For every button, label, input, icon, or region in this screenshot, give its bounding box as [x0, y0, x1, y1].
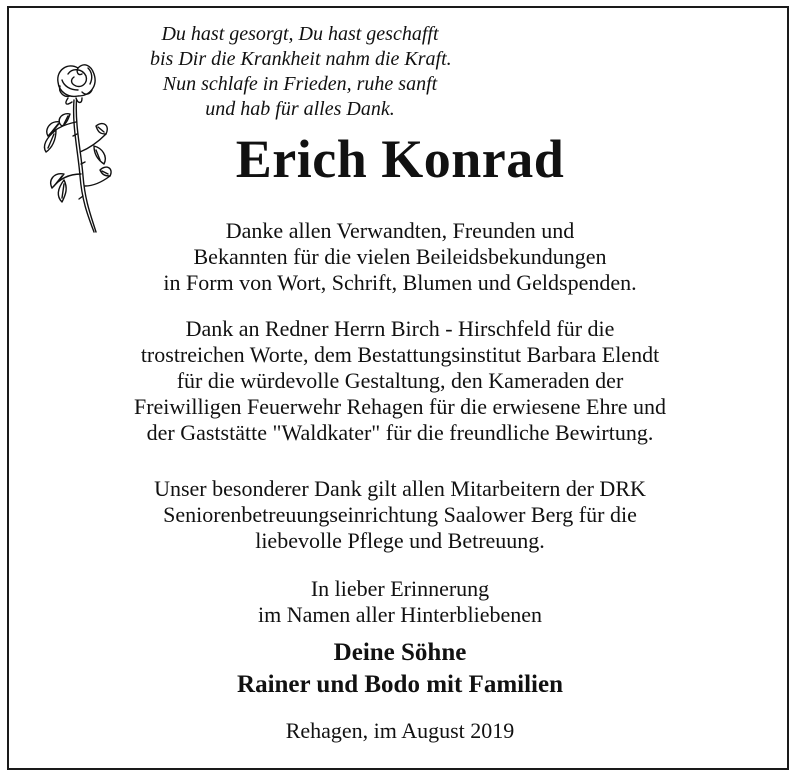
thanks-paragraph-3	[0, 476, 800, 554]
poem-line: Nun schlafe in Frieden, ruhe sanft	[162, 73, 438, 95]
poem	[150, 22, 450, 122]
poem-line: bis Dir die Krankheit nahm die Kraft.	[150, 48, 452, 70]
text-line: der Gaststätte "Waldkater" für die freundliche Bewirtung.	[146, 420, 654, 445]
text-line: Unser besonderer Dank gilt allen Mitarbeitern der DRK	[154, 476, 646, 501]
signature-line-1: Deine Söhne	[333, 639, 467, 666]
text-line: Bekannten für die vielen Beileidsbekundungen	[193, 244, 607, 269]
text-line: trostreichen Worte, dem Bestattungsinstitut Barbara Elendt	[140, 342, 660, 367]
place-date: Rehagen, im August 2019	[285, 718, 515, 743]
signature-line-2: Rainer und Bodo mit Familien	[237, 671, 563, 698]
text-line: Seniorenbetreuungseinrichtung Saalower Berg für die	[163, 502, 637, 527]
poem-line: Du hast gesorgt, Du hast geschafft	[161, 23, 439, 45]
text-line: für die würdevolle Gestaltung, den Kameraden der	[176, 368, 624, 393]
text-line: liebevolle Pflege und Betreuung.	[255, 528, 545, 553]
text-line: im Namen aller Hinterbliebenen	[257, 602, 543, 627]
closing	[0, 576, 800, 628]
text-line: in Form von Wort, Schrift, Blumen und Geldspenden.	[163, 270, 637, 295]
text-line: In lieber Erinnerung	[310, 576, 490, 601]
thanks-paragraph-2	[0, 316, 800, 446]
text-line: Freiwilligen Feuerwehr Rehagen für die erwiesene Ehre und	[133, 394, 667, 419]
poem-line: und hab für alles Dank.	[205, 98, 395, 120]
deceased-name: Erich Konrad	[235, 129, 565, 189]
text-line: Danke allen Verwandten, Freunden und	[225, 218, 575, 243]
thanks-paragraph-1	[0, 218, 800, 296]
text-line: Dank an Redner Herrn Birch - Hirschfeld für die	[185, 316, 615, 341]
